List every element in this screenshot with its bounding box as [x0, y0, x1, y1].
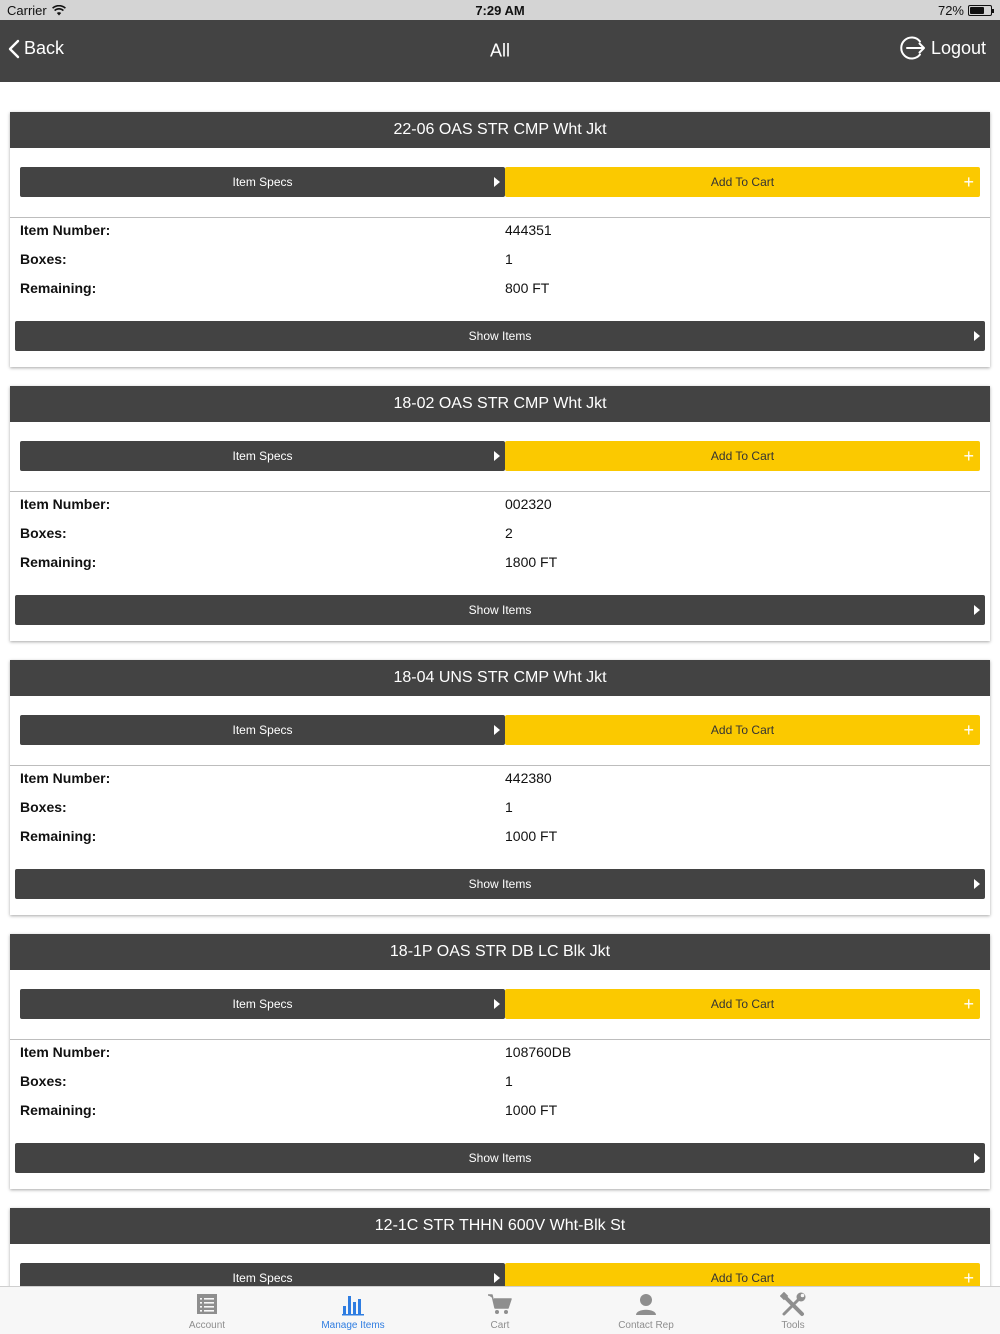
add-to-cart-button[interactable] — [505, 441, 980, 471]
plus-icon: + — [963, 172, 974, 192]
card-actions — [10, 970, 990, 1040]
item-specs-button[interactable] — [20, 989, 505, 1019]
item-number-label: Item Number: — [20, 222, 111, 238]
logout-button[interactable] — [899, 34, 986, 62]
logout-icon — [899, 34, 927, 62]
boxes-value: 2 — [505, 525, 513, 541]
boxes-row — [10, 247, 990, 276]
item-number-row — [10, 766, 990, 795]
item-number-label: Item Number: — [20, 770, 111, 786]
play-arrow-icon — [494, 1273, 500, 1283]
item-specs-label: Item Specs — [232, 175, 293, 189]
plus-icon: + — [963, 994, 974, 1014]
show-items-button[interactable] — [15, 595, 985, 625]
show-items-label: Show Items — [468, 1151, 532, 1165]
tab-bar — [0, 1286, 1000, 1334]
boxes-label: Boxes: — [20, 525, 67, 541]
item-number-row — [10, 218, 990, 247]
item-specs-button[interactable] — [20, 167, 505, 197]
add-to-cart-label: Add To Cart — [710, 997, 775, 1011]
page-title: All — [489, 40, 510, 61]
card-actions — [10, 422, 990, 492]
play-arrow-icon — [974, 879, 980, 889]
show-items-button[interactable] — [15, 321, 985, 351]
tab-label: Cart — [490, 1320, 510, 1331]
item-number-row — [10, 1040, 990, 1069]
tab-manage-items[interactable] — [293, 1287, 413, 1334]
card-actions — [10, 148, 990, 218]
plus-icon: + — [963, 1268, 974, 1286]
boxes-row — [10, 1069, 990, 1098]
boxes-value: 1 — [505, 1073, 513, 1089]
add-to-cart-button[interactable] — [505, 715, 980, 745]
remaining-label: Remaining: — [20, 280, 97, 296]
tab-label: Manage Items — [321, 1320, 385, 1331]
add-to-cart-label: Add To Cart — [710, 449, 775, 463]
item-number-row — [10, 492, 990, 521]
boxes-label: Boxes: — [20, 251, 67, 267]
item-specs-button[interactable] — [20, 715, 505, 745]
tools-icon — [780, 1292, 806, 1318]
add-to-cart-button[interactable] — [505, 1263, 980, 1286]
remaining-value: 1000 FT — [505, 828, 558, 844]
card-actions — [10, 696, 990, 766]
item-card — [10, 934, 990, 1189]
show-items-button[interactable] — [15, 1143, 985, 1173]
play-arrow-icon — [974, 331, 980, 341]
remaining-value: 800 FT — [505, 280, 550, 296]
play-arrow-icon — [974, 1153, 980, 1163]
status-time: 7:29 AM — [475, 3, 525, 18]
tab-label: Tools — [781, 1320, 805, 1331]
boxes-value: 1 — [505, 799, 513, 815]
boxes-label: Boxes: — [20, 1073, 67, 1089]
cart-icon — [487, 1292, 513, 1316]
play-arrow-icon — [494, 177, 500, 187]
boxes-row — [10, 795, 990, 824]
item-title: 18-02 OAS STR CMP Wht Jkt — [10, 386, 990, 422]
item-specs-button[interactable] — [20, 441, 505, 471]
item-number-value: 002320 — [505, 496, 552, 512]
back-label: Back — [24, 38, 65, 58]
remaining-value: 1800 FT — [505, 554, 558, 570]
boxes-label: Boxes: — [20, 799, 67, 815]
remaining-row — [10, 1098, 990, 1127]
remaining-row — [10, 824, 990, 853]
item-title: 18-04 UNS STR CMP Wht Jkt — [10, 660, 990, 696]
item-number-label: Item Number: — [20, 1044, 111, 1060]
play-arrow-icon — [974, 605, 980, 615]
navigation-bar — [0, 20, 1000, 82]
item-title: 22-06 OAS STR CMP Wht Jkt — [10, 112, 990, 148]
tab-tools[interactable] — [733, 1287, 853, 1334]
add-to-cart-button[interactable] — [505, 167, 980, 197]
battery-percent: 72% — [937, 3, 964, 18]
tab-cart[interactable] — [440, 1287, 560, 1334]
remaining-value: 1000 FT — [505, 1102, 558, 1118]
show-items-label: Show Items — [468, 329, 532, 343]
item-number-value: 442380 — [505, 770, 552, 786]
boxes-value: 1 — [505, 251, 513, 267]
item-card — [10, 1208, 990, 1286]
plus-icon: + — [963, 446, 974, 466]
show-items-label: Show Items — [468, 877, 532, 891]
plus-icon: + — [963, 720, 974, 740]
remaining-label: Remaining: — [20, 1102, 97, 1118]
show-items-label: Show Items — [468, 603, 532, 617]
add-to-cart-label: Add To Cart — [710, 1271, 775, 1285]
tab-account[interactable] — [147, 1287, 267, 1334]
add-to-cart-label: Add To Cart — [710, 723, 775, 737]
person-icon — [634, 1292, 658, 1316]
tab-label: Account — [188, 1320, 226, 1331]
item-specs-label: Item Specs — [232, 1271, 293, 1285]
tab-contact-rep[interactable] — [586, 1287, 706, 1334]
item-card — [10, 386, 990, 641]
item-card — [10, 660, 990, 915]
play-arrow-icon — [494, 999, 500, 1009]
remaining-row — [10, 276, 990, 305]
remaining-label: Remaining: — [20, 828, 97, 844]
item-specs-label: Item Specs — [232, 997, 293, 1011]
item-card — [10, 112, 990, 367]
play-arrow-icon — [494, 725, 500, 735]
item-specs-button[interactable] — [20, 1263, 505, 1286]
remaining-row — [10, 550, 990, 579]
boxes-row — [10, 521, 990, 550]
list-icon — [195, 1292, 219, 1316]
item-list[interactable] — [0, 82, 1000, 1286]
battery-indicator — [938, 3, 992, 18]
add-to-cart-button[interactable] — [505, 989, 980, 1019]
battery-icon — [968, 5, 992, 16]
item-title: 18-1P OAS STR DB LC Blk Jkt — [10, 934, 990, 970]
item-title: 12-1C STR THHN 600V Wht-Blk St — [10, 1208, 990, 1244]
play-arrow-icon — [494, 451, 500, 461]
item-specs-label: Item Specs — [232, 723, 293, 737]
card-actions — [10, 1244, 990, 1286]
bar-chart-icon — [341, 1292, 365, 1316]
item-specs-label: Item Specs — [232, 449, 293, 463]
status-bar — [0, 0, 1000, 20]
add-to-cart-label: Add To Cart — [710, 175, 775, 189]
item-number-label: Item Number: — [20, 496, 111, 512]
carrier-label: Carrier — [7, 3, 47, 18]
remaining-label: Remaining: — [20, 554, 97, 570]
item-number-value: 444351 — [505, 222, 552, 238]
show-items-button[interactable] — [15, 869, 985, 899]
logout-label: Logout — [930, 37, 986, 58]
tab-label: Contact Rep — [618, 1320, 674, 1331]
item-number-value: 108760DB — [505, 1044, 572, 1060]
